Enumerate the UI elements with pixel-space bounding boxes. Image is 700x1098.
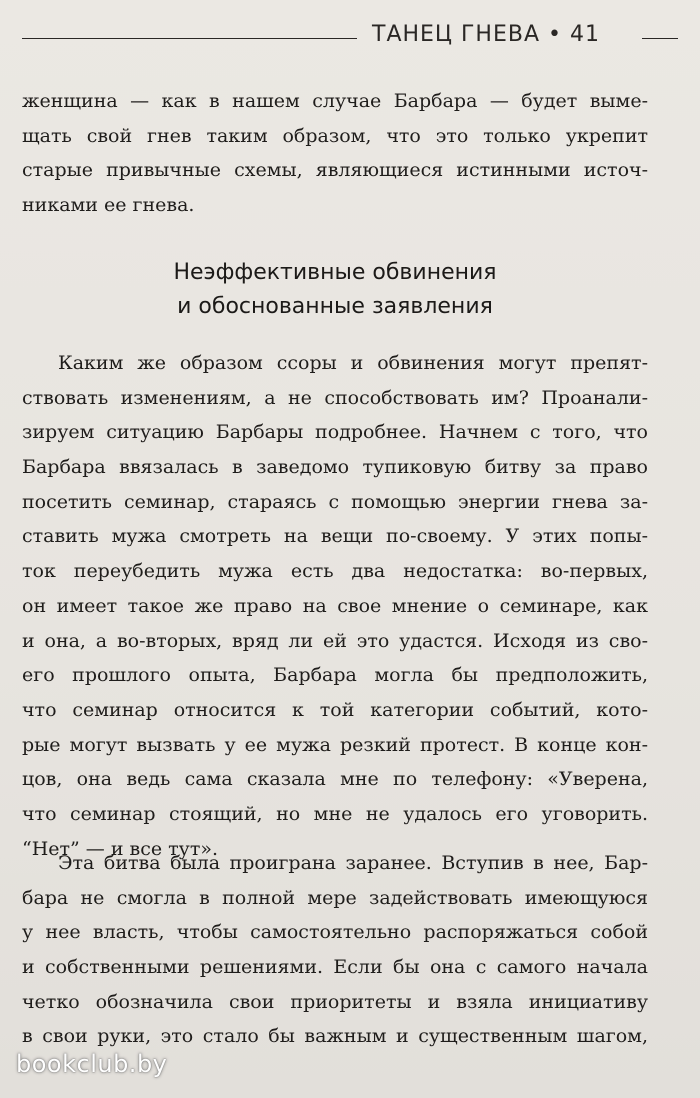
text-line: старые привычные схемы, являющиеся истинными источ- — [22, 159, 648, 182]
section-heading — [22, 256, 648, 324]
paragraph-2 — [22, 346, 648, 866]
section-heading-line-2: и обоснованные заявления — [177, 294, 493, 319]
text-line: Эта битва была проиграна заранее. Вступив в нее, Бар- — [58, 852, 648, 874]
text-line: посетить семинар, стараясь с помощью энергии гнева за- — [22, 490, 648, 513]
text-line: Каким же образом ссоры и обвинения могут препят- — [58, 352, 648, 374]
text-line: ствовать изменениям, а не способствовать им? Проанали- — [22, 386, 648, 409]
text-line: зируем ситуацию Барбары подробнее. Начнем с того, что — [22, 421, 648, 444]
text-line: бара не смогла в полной мере задействовать имеющуюся — [22, 886, 648, 909]
text-line: что семинар относится к той категории событий, кото- — [22, 698, 648, 721]
text-line: четко обозначила свои приоритеты и взяла инициативу — [22, 990, 648, 1013]
running-head-bullet: • — [548, 22, 562, 47]
text-line: у нее власть, чтобы самостоятельно распоряжаться собой — [22, 921, 648, 944]
text-line: ставить мужа смотреть на вещи по-своему. У этих попы- — [22, 525, 648, 548]
text-line: в свои руки, это стало бы важным и существенным шагом, — [22, 1025, 648, 1048]
section-heading-line-1: Неэффективные обвинения — [173, 260, 497, 285]
text-line: Барбара ввязалась в заведомо тупиковую битву за право — [22, 456, 648, 479]
site-watermark: bookclub.by — [16, 1050, 168, 1078]
running-head-rule-left — [22, 38, 357, 39]
text-line: женщина — как в нашем случае Барбара — будет выме- — [22, 90, 648, 112]
text-line: щать свой гнев таким образом, что это только укрепит — [22, 124, 648, 147]
paragraph-3 — [22, 846, 648, 1054]
running-head — [22, 20, 678, 54]
paragraph-1 — [22, 84, 648, 223]
text-line: и собственными решениями. Если бы она с самого начала — [22, 956, 648, 979]
text-line: “Нет” — и все тут». — [22, 837, 219, 860]
page-number: 41 — [570, 22, 600, 47]
text-line: цов, она ведь сама сказала мне по телефону: «Уверена, — [22, 768, 648, 791]
running-head-title: ТАНЕЦ ГНЕВА — [372, 22, 541, 47]
text-line: никами ее гнева. — [22, 194, 195, 217]
text-line: он имеет такое же право на свое мнение о семинаре, как — [22, 594, 648, 617]
running-head-text — [372, 22, 600, 47]
text-line: его прошлого опыта, Барбара могла бы предположить, — [22, 664, 648, 687]
text-line: и она, а во-вторых, вряд ли ей это удастся. Исходя из сво- — [22, 629, 648, 652]
text-line: что семинар стоящий, но мне не удалось его уговорить. — [22, 802, 648, 825]
running-head-rule-right — [642, 38, 678, 39]
text-line: рые могут вызвать у ее мужа резкий протест. В конце кон- — [22, 733, 648, 756]
text-line: ток переубедить мужа есть два недостатка: во-первых, — [22, 560, 648, 583]
